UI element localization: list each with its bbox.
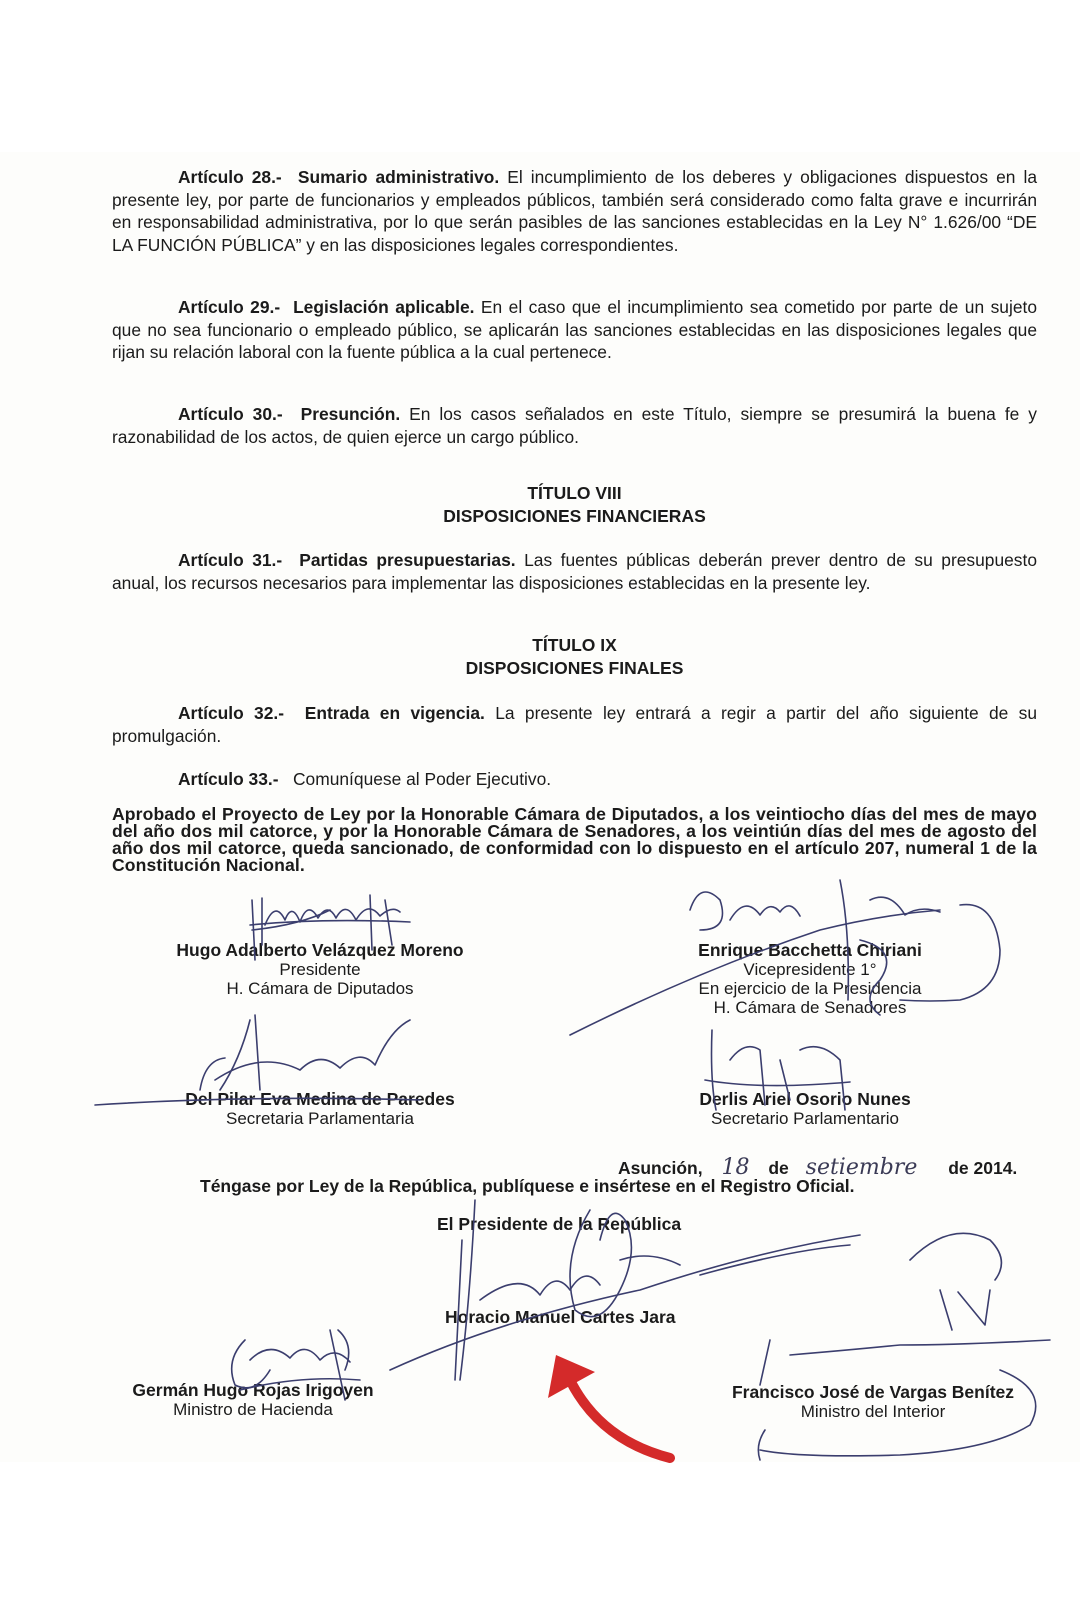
- article-text: En el caso que el incumplimiento sea cometido por parte de un sujeto que no sea funcionario o empleado público, se aplicarán las sanciones establecidas en las disposiciones legales que rijan su relación laboral con la fuente pública a la cual pertenece.: [112, 297, 1038, 362]
- signatory-role: Presidente: [279, 960, 361, 979]
- signatory-cartes-name: Horacio Manuel Cartes Jara: [445, 1307, 676, 1327]
- article-text: Las fuentes públicas deberán prever dentro de su presupuesto anual, los recursos necesarios para implementar las disposiciones establecidas en la presente ley.: [112, 550, 1037, 593]
- signatory-role-detail: En ejercicio de la Presidencia: [698, 979, 922, 998]
- promulgation-year: de 2014.: [948, 1158, 1018, 1178]
- signatory-name: Del Pilar Eva Medina de Paredes: [185, 1089, 455, 1109]
- promulgation-de: de: [768, 1158, 789, 1178]
- article-number: Artículo 33.-: [178, 769, 279, 789]
- article-title: Legislación aplicable.: [293, 297, 475, 317]
- signature-vargas: [758, 1233, 1050, 1460]
- signatory-role: Secretaria Parlamentaria: [225, 1109, 415, 1128]
- article-title: Sumario administrativo.: [297, 167, 500, 187]
- article-text: En los casos señalados en este Título, siempre se presumirá la buena fe y razonabilidad de los actos, de quien ejerce un cargo público.: [112, 404, 1037, 447]
- article-title: Presunción.: [300, 404, 401, 424]
- article-number: Artículo 31.-: [178, 550, 283, 570]
- president-heading: El Presidente de la República: [437, 1214, 682, 1234]
- promulgation-order: Téngase por Ley de la República, publíquese e insértese en el Registro Oficial.: [200, 1176, 855, 1196]
- article-number: Artículo 32.-: [178, 703, 285, 723]
- article-title: Entrada en vigencia.: [304, 703, 485, 723]
- article-number: Artículo 28.-: [178, 167, 282, 187]
- article-number: Artículo 30.-: [178, 404, 283, 424]
- signatory-name: Francisco José de Vargas Benítez: [731, 1382, 1015, 1402]
- signatory-role: Secretario Parlamentario: [710, 1109, 900, 1128]
- signatory-role: Ministro del Interior: [800, 1402, 946, 1421]
- signature-rojas: [232, 1330, 360, 1400]
- signatory-name: Enrique Bacchetta Chiriani: [698, 940, 922, 960]
- signature-velazquez: [250, 895, 410, 960]
- signature-bacchetta: [570, 880, 1000, 1035]
- signatory-name: Germán Hugo Rojas Irigoyen: [132, 1380, 374, 1400]
- article-text: Comuníquese al Poder Ejecutivo.: [293, 769, 552, 789]
- signatory-role: Ministro de Hacienda: [173, 1400, 333, 1419]
- signature-osorio: [705, 1030, 850, 1110]
- approval-paragraph: Aprobado el Proyecto de Ley por la Honorable Cámara de Diputados, a los veintiocho días del mes de mayo del año dos mil catorce, y por la Honorable Cámara de Senadores, a los veintiún días del mes de agosto del año dos mil catorce, queda sancionado, de conformidad con lo dispuesto en el artículo 207, numeral 1 de la Constitución Nacional.: [112, 804, 1037, 875]
- signatory-chamber: H. Cámara de Senadores: [713, 998, 907, 1017]
- signature-cartes: [390, 1200, 860, 1380]
- title-name: DISPOSICIONES FINALES: [465, 657, 684, 678]
- promulgation-place: Asunción,: [618, 1158, 703, 1178]
- article-text: La presente ley entrará a regir a partir del año siguiente de su promulgación.: [112, 703, 1038, 746]
- title-number: TÍTULO VIII: [527, 483, 622, 503]
- article-title: Partidas presupuestarias.: [299, 550, 516, 570]
- signatory-role: Vicepresidente 1°: [743, 960, 877, 979]
- signature-medina: [95, 1015, 420, 1105]
- title-name: DISPOSICIONES FINANCIERAS: [443, 505, 706, 526]
- promulgation-month: setiembre: [805, 1155, 918, 1180]
- red-arrow-annotation: [548, 1355, 670, 1458]
- article-number: Artículo 29.-: [178, 297, 281, 317]
- promulgation-day: 18: [721, 1155, 750, 1180]
- signatory-name: Hugo Adalberto Velázquez Moreno: [176, 940, 464, 960]
- article-text: El incumplimiento de los deberes y obligaciones dispuestos en la presente ley, por parte de funcionarios y empleados públicos, también será considerado como falta grave e incurrirán en responsabilidad administrativa, por lo que serán pasibles de las sanciones establecidas en la Ley N° 1.626/00 “DE LA FUNCIÓN PÚBLICA” y en las disposiciones legales correspondientes.: [112, 167, 1038, 255]
- signatory-chamber: H. Cámara de Diputados: [226, 979, 414, 998]
- title-number: TÍTULO IX: [532, 635, 617, 655]
- signatory-name: Derlis Ariel Osorio Nunes: [699, 1089, 911, 1109]
